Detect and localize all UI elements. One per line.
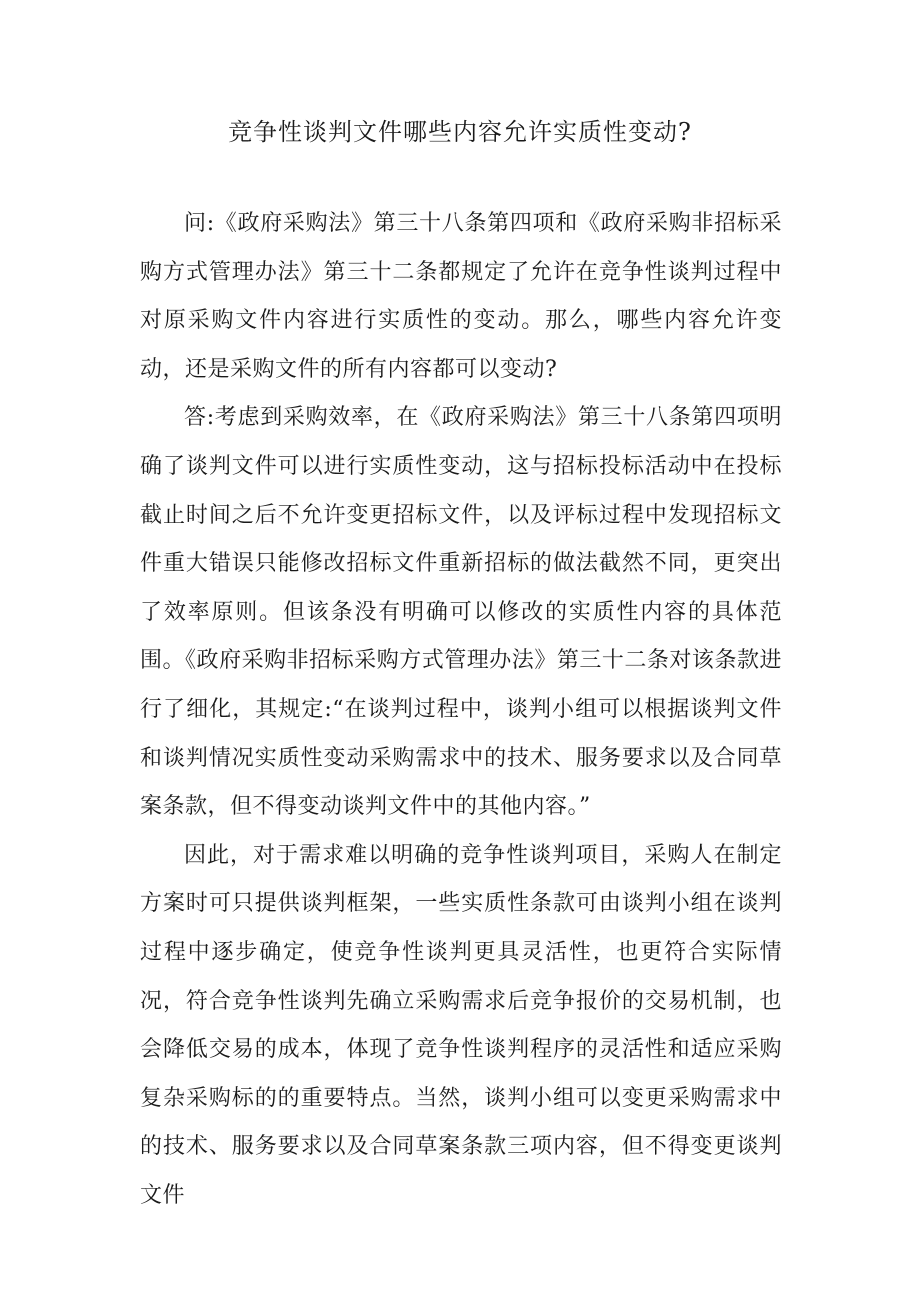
question-paragraph: 问:《政府采购法》第三十八条第四项和《政府采购非招标采购方式管理办法》第三十二条都规定了允许在竞争性谈判过程中对原采购文件内容进行实质性的变动。那么，哪些内容允许变动，还是采购文件的所有内容都可以变动? [140,211,782,382]
document-body [140,200,782,1220]
answer-paragraph: 答:考虑到采购效率，在《政府采购法》第三十八条第四项明确了谈判文件可以进行实质性变动，这与招标投标活动中在投标截止时间之后不允许变更招标文件，以及评标过程中发现招标文件重大错误只能修改招标文件重新招标的做法截然不同，更突出了效率原则。但该条没有明确可以修改的实质性内容的具体范围。《政府采购非招标采购方式管理办法》第三十二条对该条款进行了细化，其规定:“在谈判过程中，谈判小组可以根据谈判文件和谈判情况实质性变动采购需求中的技术、服务要求以及合同草案条款，但不得变动谈判文件中的其他内容。” [140,405,782,820]
conclusion-paragraph: 因此，对于需求难以明确的竞争性谈判项目，采购人在制定方案时可只提供谈判框架，一些实质性条款可由谈判小组在谈判过程中逐步确定，使竞争性谈判更具灵活性，也更符合实际情况，符合竞争性谈判先确立采购需求后竞争报价的交易机制，也会降低交易的成本，体现了竞争性谈判程序的灵活性和适应采购复杂采购标的的重要特点。当然，谈判小组可以变更采购需求中的技术、服务要求以及合同草案条款三项内容，但不得变更谈判文件 [140,842,782,1208]
document-title: 竞争性谈判文件哪些内容允许实质性变动? [228,118,692,146]
